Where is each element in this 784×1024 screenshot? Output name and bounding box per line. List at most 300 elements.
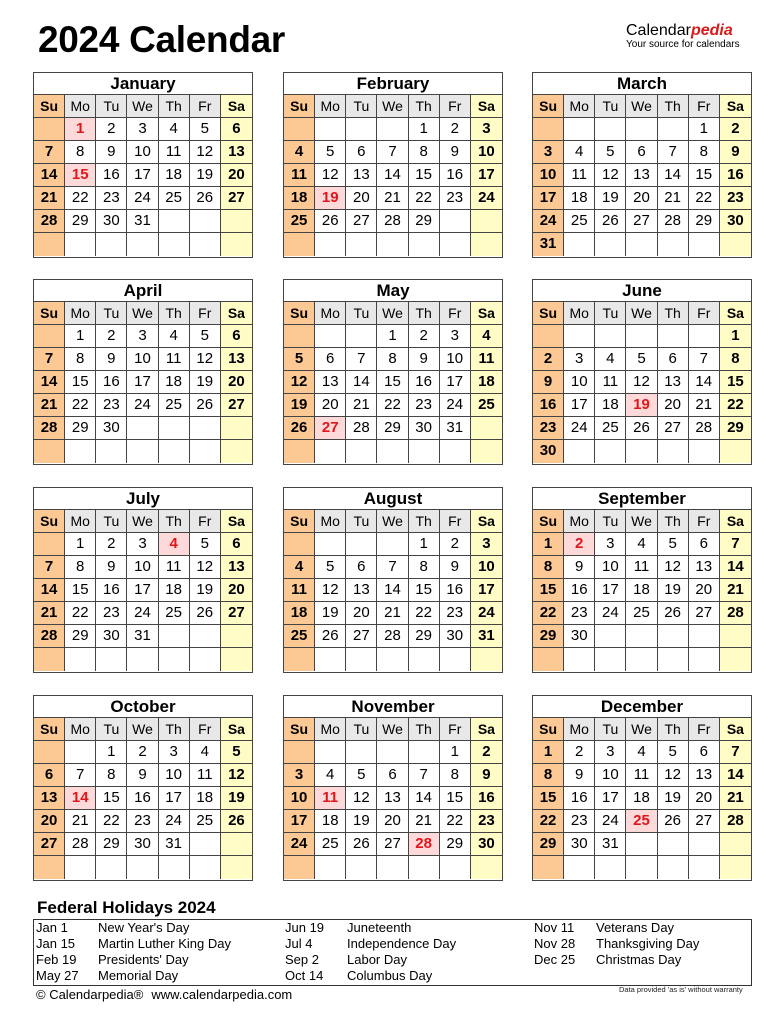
day-cell[interactable]: 14 xyxy=(34,579,65,602)
day-cell[interactable]: 7 xyxy=(377,556,408,579)
day-cell[interactable]: 18 xyxy=(190,787,221,810)
day-cell[interactable]: 6 xyxy=(221,533,252,556)
day-cell[interactable]: 26 xyxy=(595,210,626,233)
day-cell[interactable]: 17 xyxy=(595,787,626,810)
day-cell[interactable]: 12 xyxy=(595,164,626,187)
day-cell[interactable]: 18 xyxy=(284,602,315,625)
day-cell[interactable]: 20 xyxy=(689,579,720,602)
day-cell[interactable]: 15 xyxy=(533,579,564,602)
day-cell[interactable]: 3 xyxy=(284,764,315,787)
day-cell[interactable]: 17 xyxy=(127,579,158,602)
day-cell[interactable]: 3 xyxy=(564,348,595,371)
day-cell[interactable]: 10 xyxy=(159,764,190,787)
day-cell[interactable]: 8 xyxy=(720,348,751,371)
day-cell[interactable]: 14 xyxy=(409,787,440,810)
day-cell[interactable]: 8 xyxy=(533,764,564,787)
day-cell[interactable]: 6 xyxy=(315,348,346,371)
day-cell[interactable]: 29 xyxy=(409,625,440,648)
day-cell[interactable]: 12 xyxy=(658,764,689,787)
day-cell[interactable]: 22 xyxy=(65,602,96,625)
day-cell[interactable]: 22 xyxy=(533,810,564,833)
day-cell[interactable]: 18 xyxy=(626,579,657,602)
day-cell[interactable]: 15 xyxy=(409,579,440,602)
day-cell[interactable]: 19 xyxy=(315,602,346,625)
day-cell[interactable]: 22 xyxy=(65,394,96,417)
day-cell[interactable]: 1 xyxy=(440,741,471,764)
day-cell[interactable]: 9 xyxy=(564,556,595,579)
day-cell[interactable]: 22 xyxy=(377,394,408,417)
day-cell[interactable]: 10 xyxy=(471,141,502,164)
day-cell[interactable]: 17 xyxy=(440,371,471,394)
day-cell[interactable]: 4 xyxy=(626,741,657,764)
day-cell[interactable]: 5 xyxy=(315,141,346,164)
day-cell[interactable]: 21 xyxy=(65,810,96,833)
day-cell[interactable]: 1 xyxy=(533,533,564,556)
day-cell[interactable]: 10 xyxy=(440,348,471,371)
day-cell[interactable]: 22 xyxy=(689,187,720,210)
day-cell[interactable]: 14 xyxy=(377,579,408,602)
day-cell[interactable]: 13 xyxy=(34,787,65,810)
day-cell[interactable]: 26 xyxy=(190,394,221,417)
day-cell[interactable]: 17 xyxy=(159,787,190,810)
day-cell[interactable]: 19 xyxy=(190,579,221,602)
day-cell[interactable]: 30 xyxy=(720,210,751,233)
day-cell[interactable]: 16 xyxy=(440,164,471,187)
website-link[interactable]: www.calendarpedia.com xyxy=(151,987,293,1002)
day-cell[interactable]: 4 xyxy=(471,325,502,348)
day-cell[interactable]: 7 xyxy=(689,348,720,371)
day-cell[interactable]: 3 xyxy=(471,118,502,141)
day-cell[interactable]: 28 xyxy=(34,625,65,648)
day-cell[interactable]: 21 xyxy=(34,394,65,417)
day-cell[interactable]: 29 xyxy=(440,833,471,856)
holiday-day-cell[interactable]: 19 xyxy=(315,187,346,210)
day-cell[interactable]: 24 xyxy=(595,810,626,833)
day-cell[interactable]: 1 xyxy=(65,325,96,348)
day-cell[interactable]: 3 xyxy=(127,118,158,141)
day-cell[interactable]: 31 xyxy=(440,417,471,440)
day-cell[interactable]: 14 xyxy=(377,164,408,187)
day-cell[interactable]: 8 xyxy=(65,141,96,164)
day-cell[interactable]: 13 xyxy=(221,556,252,579)
day-cell[interactable]: 13 xyxy=(315,371,346,394)
day-cell[interactable]: 26 xyxy=(658,810,689,833)
day-cell[interactable]: 10 xyxy=(127,141,158,164)
day-cell[interactable]: 9 xyxy=(409,348,440,371)
day-cell[interactable]: 3 xyxy=(595,533,626,556)
day-cell[interactable]: 14 xyxy=(34,371,65,394)
day-cell[interactable]: 24 xyxy=(440,394,471,417)
day-cell[interactable]: 20 xyxy=(315,394,346,417)
day-cell[interactable]: 4 xyxy=(564,141,595,164)
day-cell[interactable]: 2 xyxy=(409,325,440,348)
day-cell[interactable]: 16 xyxy=(409,371,440,394)
day-cell[interactable]: 6 xyxy=(658,348,689,371)
day-cell[interactable]: 29 xyxy=(96,833,127,856)
day-cell[interactable]: 21 xyxy=(720,787,751,810)
day-cell[interactable]: 30 xyxy=(127,833,158,856)
day-cell[interactable]: 23 xyxy=(471,810,502,833)
day-cell[interactable]: 13 xyxy=(346,579,377,602)
day-cell[interactable]: 12 xyxy=(346,787,377,810)
day-cell[interactable]: 7 xyxy=(720,533,751,556)
day-cell[interactable]: 11 xyxy=(159,556,190,579)
day-cell[interactable]: 25 xyxy=(284,210,315,233)
calendarpedia-logo[interactable] xyxy=(626,22,750,50)
day-cell[interactable]: 5 xyxy=(346,764,377,787)
day-cell[interactable]: 19 xyxy=(221,787,252,810)
day-cell[interactable]: 2 xyxy=(96,325,127,348)
day-cell[interactable]: 21 xyxy=(720,579,751,602)
day-cell[interactable]: 4 xyxy=(190,741,221,764)
day-cell[interactable]: 29 xyxy=(377,417,408,440)
day-cell[interactable]: 21 xyxy=(34,187,65,210)
day-cell[interactable]: 25 xyxy=(190,810,221,833)
day-cell[interactable]: 16 xyxy=(96,579,127,602)
day-cell[interactable]: 5 xyxy=(658,741,689,764)
day-cell[interactable]: 3 xyxy=(127,533,158,556)
day-cell[interactable]: 15 xyxy=(96,787,127,810)
day-cell[interactable]: 23 xyxy=(96,394,127,417)
day-cell[interactable]: 2 xyxy=(440,118,471,141)
day-cell[interactable]: 30 xyxy=(564,833,595,856)
day-cell[interactable]: 18 xyxy=(564,187,595,210)
day-cell[interactable]: 8 xyxy=(689,141,720,164)
day-cell[interactable]: 19 xyxy=(658,579,689,602)
day-cell[interactable]: 23 xyxy=(96,602,127,625)
day-cell[interactable]: 31 xyxy=(159,833,190,856)
day-cell[interactable]: 26 xyxy=(221,810,252,833)
day-cell[interactable]: 22 xyxy=(720,394,751,417)
day-cell[interactable]: 19 xyxy=(190,371,221,394)
day-cell[interactable]: 14 xyxy=(34,164,65,187)
holiday-day-cell[interactable]: 27 xyxy=(315,417,346,440)
day-cell[interactable]: 10 xyxy=(564,371,595,394)
day-cell[interactable]: 28 xyxy=(34,210,65,233)
day-cell[interactable]: 15 xyxy=(377,371,408,394)
day-cell[interactable]: 23 xyxy=(127,810,158,833)
day-cell[interactable]: 17 xyxy=(471,164,502,187)
day-cell[interactable]: 13 xyxy=(626,164,657,187)
day-cell[interactable]: 5 xyxy=(221,741,252,764)
day-cell[interactable]: 20 xyxy=(221,579,252,602)
day-cell[interactable]: 1 xyxy=(96,741,127,764)
day-cell[interactable]: 17 xyxy=(284,810,315,833)
day-cell[interactable]: 7 xyxy=(34,556,65,579)
day-cell[interactable]: 9 xyxy=(96,348,127,371)
day-cell[interactable]: 25 xyxy=(159,602,190,625)
day-cell[interactable]: 24 xyxy=(284,833,315,856)
day-cell[interactable]: 7 xyxy=(409,764,440,787)
day-cell[interactable]: 12 xyxy=(315,164,346,187)
day-cell[interactable]: 11 xyxy=(284,164,315,187)
day-cell[interactable]: 2 xyxy=(533,348,564,371)
day-cell[interactable]: 21 xyxy=(689,394,720,417)
holiday-day-cell[interactable]: 19 xyxy=(626,394,657,417)
day-cell[interactable]: 23 xyxy=(409,394,440,417)
day-cell[interactable]: 14 xyxy=(346,371,377,394)
day-cell[interactable]: 4 xyxy=(159,118,190,141)
day-cell[interactable]: 21 xyxy=(377,602,408,625)
day-cell[interactable]: 25 xyxy=(471,394,502,417)
day-cell[interactable]: 21 xyxy=(658,187,689,210)
day-cell[interactable]: 18 xyxy=(159,371,190,394)
day-cell[interactable]: 3 xyxy=(440,325,471,348)
day-cell[interactable]: 25 xyxy=(595,417,626,440)
day-cell[interactable]: 17 xyxy=(127,164,158,187)
day-cell[interactable]: 22 xyxy=(96,810,127,833)
day-cell[interactable]: 9 xyxy=(720,141,751,164)
day-cell[interactable]: 18 xyxy=(595,394,626,417)
day-cell[interactable]: 12 xyxy=(221,764,252,787)
day-cell[interactable]: 11 xyxy=(159,141,190,164)
day-cell[interactable]: 16 xyxy=(720,164,751,187)
day-cell[interactable]: 16 xyxy=(96,371,127,394)
holiday-day-cell[interactable]: 1 xyxy=(65,118,96,141)
day-cell[interactable]: 30 xyxy=(96,625,127,648)
day-cell[interactable]: 15 xyxy=(720,371,751,394)
day-cell[interactable]: 16 xyxy=(471,787,502,810)
day-cell[interactable]: 9 xyxy=(127,764,158,787)
day-cell[interactable]: 7 xyxy=(720,741,751,764)
day-cell[interactable]: 6 xyxy=(377,764,408,787)
day-cell[interactable]: 15 xyxy=(409,164,440,187)
day-cell[interactable]: 5 xyxy=(190,118,221,141)
day-cell[interactable]: 24 xyxy=(595,602,626,625)
day-cell[interactable]: 10 xyxy=(284,787,315,810)
day-cell[interactable]: 25 xyxy=(284,625,315,648)
day-cell[interactable]: 5 xyxy=(626,348,657,371)
day-cell[interactable]: 30 xyxy=(471,833,502,856)
day-cell[interactable]: 4 xyxy=(315,764,346,787)
day-cell[interactable]: 28 xyxy=(377,625,408,648)
day-cell[interactable]: 24 xyxy=(471,187,502,210)
day-cell[interactable]: 9 xyxy=(96,141,127,164)
day-cell[interactable]: 29 xyxy=(689,210,720,233)
day-cell[interactable]: 26 xyxy=(658,602,689,625)
day-cell[interactable]: 29 xyxy=(65,417,96,440)
day-cell[interactable]: 21 xyxy=(346,394,377,417)
day-cell[interactable]: 29 xyxy=(409,210,440,233)
day-cell[interactable]: 16 xyxy=(96,164,127,187)
day-cell[interactable]: 13 xyxy=(346,164,377,187)
day-cell[interactable]: 30 xyxy=(533,440,564,463)
day-cell[interactable]: 6 xyxy=(221,325,252,348)
day-cell[interactable]: 26 xyxy=(626,417,657,440)
day-cell[interactable]: 1 xyxy=(533,741,564,764)
day-cell[interactable]: 8 xyxy=(65,556,96,579)
day-cell[interactable]: 18 xyxy=(626,787,657,810)
day-cell[interactable]: 2 xyxy=(96,118,127,141)
day-cell[interactable]: 11 xyxy=(595,371,626,394)
day-cell[interactable]: 28 xyxy=(720,602,751,625)
day-cell[interactable]: 3 xyxy=(159,741,190,764)
day-cell[interactable]: 16 xyxy=(127,787,158,810)
day-cell[interactable]: 15 xyxy=(440,787,471,810)
day-cell[interactable]: 26 xyxy=(315,210,346,233)
day-cell[interactable]: 10 xyxy=(471,556,502,579)
day-cell[interactable]: 3 xyxy=(471,533,502,556)
day-cell[interactable]: 30 xyxy=(564,625,595,648)
day-cell[interactable]: 20 xyxy=(221,164,252,187)
day-cell[interactable]: 23 xyxy=(96,187,127,210)
day-cell[interactable]: 25 xyxy=(159,187,190,210)
day-cell[interactable]: 1 xyxy=(720,325,751,348)
day-cell[interactable]: 30 xyxy=(96,210,127,233)
day-cell[interactable]: 9 xyxy=(96,556,127,579)
day-cell[interactable]: 26 xyxy=(190,602,221,625)
day-cell[interactable]: 7 xyxy=(346,348,377,371)
holiday-day-cell[interactable]: 11 xyxy=(315,787,346,810)
day-cell[interactable]: 12 xyxy=(626,371,657,394)
day-cell[interactable]: 15 xyxy=(533,787,564,810)
day-cell[interactable]: 13 xyxy=(689,556,720,579)
day-cell[interactable]: 26 xyxy=(346,833,377,856)
day-cell[interactable]: 28 xyxy=(658,210,689,233)
day-cell[interactable]: 8 xyxy=(96,764,127,787)
day-cell[interactable]: 14 xyxy=(720,764,751,787)
day-cell[interactable]: 2 xyxy=(96,533,127,556)
day-cell[interactable]: 20 xyxy=(346,187,377,210)
day-cell[interactable]: 6 xyxy=(626,141,657,164)
day-cell[interactable]: 11 xyxy=(626,556,657,579)
day-cell[interactable]: 30 xyxy=(96,417,127,440)
day-cell[interactable]: 10 xyxy=(127,348,158,371)
day-cell[interactable]: 23 xyxy=(440,187,471,210)
day-cell[interactable]: 25 xyxy=(626,602,657,625)
day-cell[interactable]: 12 xyxy=(190,556,221,579)
day-cell[interactable]: 12 xyxy=(284,371,315,394)
day-cell[interactable]: 10 xyxy=(595,556,626,579)
day-cell[interactable]: 16 xyxy=(564,579,595,602)
day-cell[interactable]: 20 xyxy=(346,602,377,625)
day-cell[interactable]: 31 xyxy=(127,210,158,233)
day-cell[interactable]: 25 xyxy=(315,833,346,856)
holiday-day-cell[interactable]: 4 xyxy=(159,533,190,556)
day-cell[interactable]: 28 xyxy=(346,417,377,440)
day-cell[interactable]: 7 xyxy=(658,141,689,164)
day-cell[interactable]: 19 xyxy=(284,394,315,417)
day-cell[interactable]: 25 xyxy=(159,394,190,417)
day-cell[interactable]: 12 xyxy=(315,579,346,602)
day-cell[interactable]: 6 xyxy=(221,118,252,141)
day-cell[interactable]: 13 xyxy=(658,371,689,394)
day-cell[interactable]: 30 xyxy=(440,625,471,648)
day-cell[interactable]: 29 xyxy=(720,417,751,440)
holiday-day-cell[interactable]: 25 xyxy=(626,810,657,833)
day-cell[interactable]: 23 xyxy=(564,602,595,625)
day-cell[interactable]: 26 xyxy=(190,187,221,210)
day-cell[interactable]: 20 xyxy=(221,371,252,394)
day-cell[interactable]: 27 xyxy=(34,833,65,856)
day-cell[interactable]: 7 xyxy=(34,141,65,164)
day-cell[interactable]: 17 xyxy=(564,394,595,417)
day-cell[interactable]: 22 xyxy=(409,187,440,210)
day-cell[interactable]: 11 xyxy=(626,764,657,787)
day-cell[interactable]: 9 xyxy=(564,764,595,787)
day-cell[interactable]: 17 xyxy=(595,579,626,602)
day-cell[interactable]: 8 xyxy=(533,556,564,579)
day-cell[interactable]: 2 xyxy=(720,118,751,141)
day-cell[interactable]: 14 xyxy=(720,556,751,579)
day-cell[interactable]: 6 xyxy=(689,533,720,556)
day-cell[interactable]: 4 xyxy=(626,533,657,556)
day-cell[interactable]: 9 xyxy=(440,141,471,164)
day-cell[interactable]: 4 xyxy=(284,556,315,579)
day-cell[interactable]: 20 xyxy=(626,187,657,210)
day-cell[interactable]: 5 xyxy=(595,141,626,164)
day-cell[interactable]: 31 xyxy=(595,833,626,856)
day-cell[interactable]: 28 xyxy=(720,810,751,833)
day-cell[interactable]: 27 xyxy=(346,210,377,233)
day-cell[interactable]: 14 xyxy=(658,164,689,187)
day-cell[interactable]: 8 xyxy=(409,141,440,164)
day-cell[interactable]: 28 xyxy=(34,417,65,440)
day-cell[interactable]: 1 xyxy=(65,533,96,556)
day-cell[interactable]: 20 xyxy=(658,394,689,417)
day-cell[interactable]: 23 xyxy=(564,810,595,833)
day-cell[interactable]: 19 xyxy=(658,787,689,810)
day-cell[interactable]: 4 xyxy=(595,348,626,371)
day-cell[interactable]: 18 xyxy=(159,164,190,187)
day-cell[interactable]: 27 xyxy=(377,833,408,856)
day-cell[interactable]: 23 xyxy=(720,187,751,210)
day-cell[interactable]: 10 xyxy=(533,164,564,187)
day-cell[interactable]: 18 xyxy=(315,810,346,833)
day-cell[interactable]: 11 xyxy=(471,348,502,371)
day-cell[interactable]: 22 xyxy=(440,810,471,833)
day-cell[interactable]: 22 xyxy=(533,602,564,625)
day-cell[interactable]: 24 xyxy=(533,210,564,233)
day-cell[interactable]: 14 xyxy=(689,371,720,394)
day-cell[interactable]: 3 xyxy=(533,141,564,164)
day-cell[interactable]: 2 xyxy=(564,741,595,764)
day-cell[interactable]: 4 xyxy=(284,141,315,164)
day-cell[interactable]: 20 xyxy=(689,787,720,810)
day-cell[interactable]: 24 xyxy=(127,187,158,210)
day-cell[interactable]: 29 xyxy=(533,625,564,648)
day-cell[interactable]: 31 xyxy=(127,625,158,648)
day-cell[interactable]: 18 xyxy=(471,371,502,394)
day-cell[interactable]: 29 xyxy=(65,210,96,233)
holiday-day-cell[interactable]: 2 xyxy=(564,533,595,556)
day-cell[interactable]: 13 xyxy=(377,787,408,810)
day-cell[interactable]: 13 xyxy=(689,764,720,787)
day-cell[interactable]: 15 xyxy=(65,371,96,394)
day-cell[interactable]: 10 xyxy=(595,764,626,787)
day-cell[interactable]: 8 xyxy=(65,348,96,371)
day-cell[interactable]: 5 xyxy=(315,556,346,579)
day-cell[interactable]: 8 xyxy=(377,348,408,371)
day-cell[interactable]: 15 xyxy=(689,164,720,187)
day-cell[interactable]: 28 xyxy=(689,417,720,440)
day-cell[interactable]: 2 xyxy=(127,741,158,764)
day-cell[interactable]: 28 xyxy=(377,210,408,233)
day-cell[interactable]: 26 xyxy=(315,625,346,648)
day-cell[interactable]: 12 xyxy=(190,141,221,164)
day-cell[interactable]: 5 xyxy=(190,325,221,348)
day-cell[interactable]: 17 xyxy=(127,371,158,394)
day-cell[interactable]: 16 xyxy=(440,579,471,602)
day-cell[interactable]: 27 xyxy=(626,210,657,233)
day-cell[interactable]: 5 xyxy=(658,533,689,556)
day-cell[interactable]: 7 xyxy=(377,141,408,164)
day-cell[interactable]: 7 xyxy=(65,764,96,787)
day-cell[interactable]: 17 xyxy=(471,579,502,602)
day-cell[interactable]: 19 xyxy=(595,187,626,210)
day-cell[interactable]: 11 xyxy=(564,164,595,187)
day-cell[interactable]: 18 xyxy=(284,187,315,210)
